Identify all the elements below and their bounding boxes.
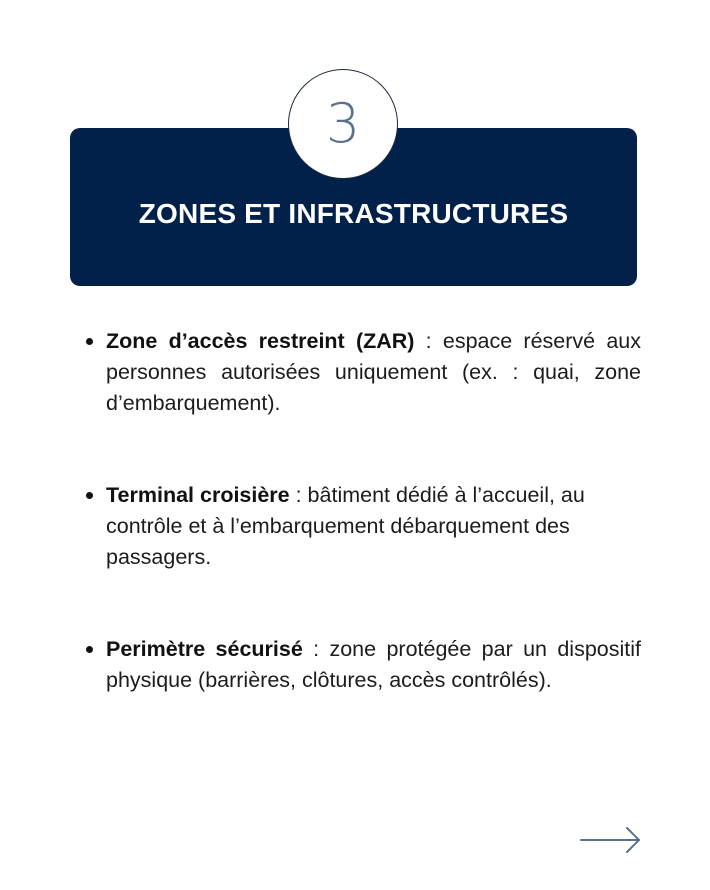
bullet-icon (86, 338, 93, 345)
item-term: Zone d’accès restreint (ZAR) (106, 329, 415, 353)
section-title: ZONES ET INFRASTRUCTURES (138, 198, 569, 229)
item-term: Terminal croisière (106, 483, 290, 507)
section-number: 3 (325, 92, 361, 155)
item-description: : espace réservé aux personnes autorisées uniquement (ex. : quai, zone d’embarquement). (106, 329, 641, 415)
section-number-badge (288, 69, 398, 179)
list-item (86, 634, 641, 696)
definition-list (86, 326, 641, 757)
item-description: : zone protégée par un dispositif physique (barrières, clôtures, accès contrôlés). (106, 637, 641, 692)
list-item (86, 326, 641, 419)
item-description: : bâtiment dédié à l’accueil, au contrôle et à l’embarquement débarquement des passagers. (106, 483, 585, 569)
arrow-right-icon (580, 826, 642, 854)
bullet-icon (86, 646, 93, 653)
item-term: Perimètre sécurisé (106, 637, 303, 661)
next-button[interactable] (580, 826, 642, 854)
bullet-icon (86, 492, 93, 499)
list-item (86, 480, 641, 573)
